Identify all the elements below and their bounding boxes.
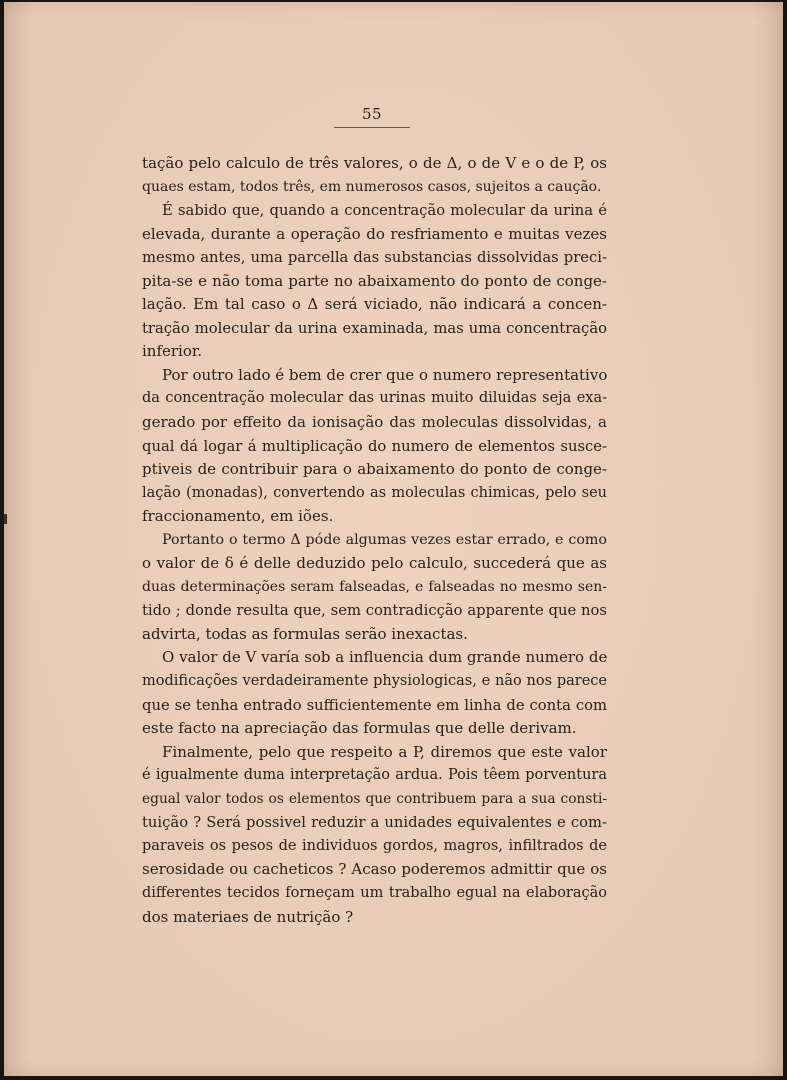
header-rule xyxy=(334,127,410,128)
text-line: mesmo antes, uma parcella das substancias dissolvidas preci- xyxy=(142,249,607,267)
text-line: o valor de δ é delle deduzido pelo calculo, succederá que as xyxy=(142,554,607,573)
text-line: dos materiaes de nutrição ? xyxy=(142,907,354,926)
text-line: É sabido que, quando a concentração molecular da urina é xyxy=(162,202,607,220)
text-line: ptiveis de contribuir para o abaixamento do ponto de conge- xyxy=(142,460,607,479)
text-line: tração molecular da urina examinada, mas uma concentração xyxy=(142,319,607,337)
text-line: modificações verdadeiramente physiologicas, e não nos parece xyxy=(142,673,607,690)
text-line: qual dá logar á multiplicação do numero de elementos susce- xyxy=(142,437,607,455)
text-line: quaes estam, todos três, em numerosos casos, sujeitos a caução. xyxy=(142,178,602,195)
text-line: paraveis os pesos de individuos gordos, magros, infiltrados de xyxy=(142,837,607,854)
text-line: que se tenha entrado sufficientemente em linha de conta com xyxy=(142,696,607,714)
text-line: inferior. xyxy=(142,342,203,361)
text-line: gerado por effeito da ionisação das moleculas dissolvidas, a xyxy=(142,413,607,432)
text-line: differentes tecidos forneçam um trabalho egual na elaboração xyxy=(142,884,607,901)
text-line: Portanto o termo Δ póde algumas vezes estar errado, e como xyxy=(162,531,607,548)
book-page xyxy=(4,2,783,1076)
binding-mark xyxy=(4,514,7,524)
text-line: da concentração molecular das urinas muito diluidas seja exa- xyxy=(142,390,607,407)
text-line: tido ; donde resulta que, sem contradicção apparente que nos xyxy=(142,602,607,620)
text-line: serosidade ou cacheticos ? Acaso poderemos admittir que os xyxy=(142,860,607,879)
text-line: fraccionamento, em iões. xyxy=(142,507,334,526)
text-line: elevada, durante a operação do resfriamento e muitas vezes xyxy=(142,224,607,243)
text-line: tuição ? Será possivel reduzir a unidades equivalentes e com- xyxy=(142,814,607,832)
text-line: lação. Em tal caso o Δ será viciado, não indicará a concen- xyxy=(142,295,607,314)
text-line: pita-se e não toma parte no abaixamento do ponto de conge- xyxy=(142,271,607,290)
body-text xyxy=(142,152,607,929)
text-line: egual valor todos os elementos que contribuem para a sua consti- xyxy=(142,790,607,807)
text-line: duas determinações seram falseadas, e falseadas no mesmo sen- xyxy=(142,578,607,595)
text-line: advirta, todas as formulas serão inexactas. xyxy=(142,624,468,643)
text-line: O valor de V varía sob a influencia dum grande numero de xyxy=(162,648,608,667)
text-line: este facto na apreciação das formulas que delle derivam. xyxy=(142,719,577,738)
text-line: lação (monadas), convertendo as moleculas chimicas, pelo seu xyxy=(142,484,607,501)
text-line: Por outro lado é bem de crer que o numero representativo xyxy=(162,365,608,384)
text-line: é igualmente duma interpretação ardua. Pois têem porventura xyxy=(142,767,607,784)
page-number: 55 xyxy=(361,105,383,123)
text-line: tação pelo calculo de três valores, o de Δ, o de V e o de P, os xyxy=(142,154,607,172)
text-line: Finalmente, pelo que respeito a P, diremos que este valor xyxy=(162,742,607,761)
